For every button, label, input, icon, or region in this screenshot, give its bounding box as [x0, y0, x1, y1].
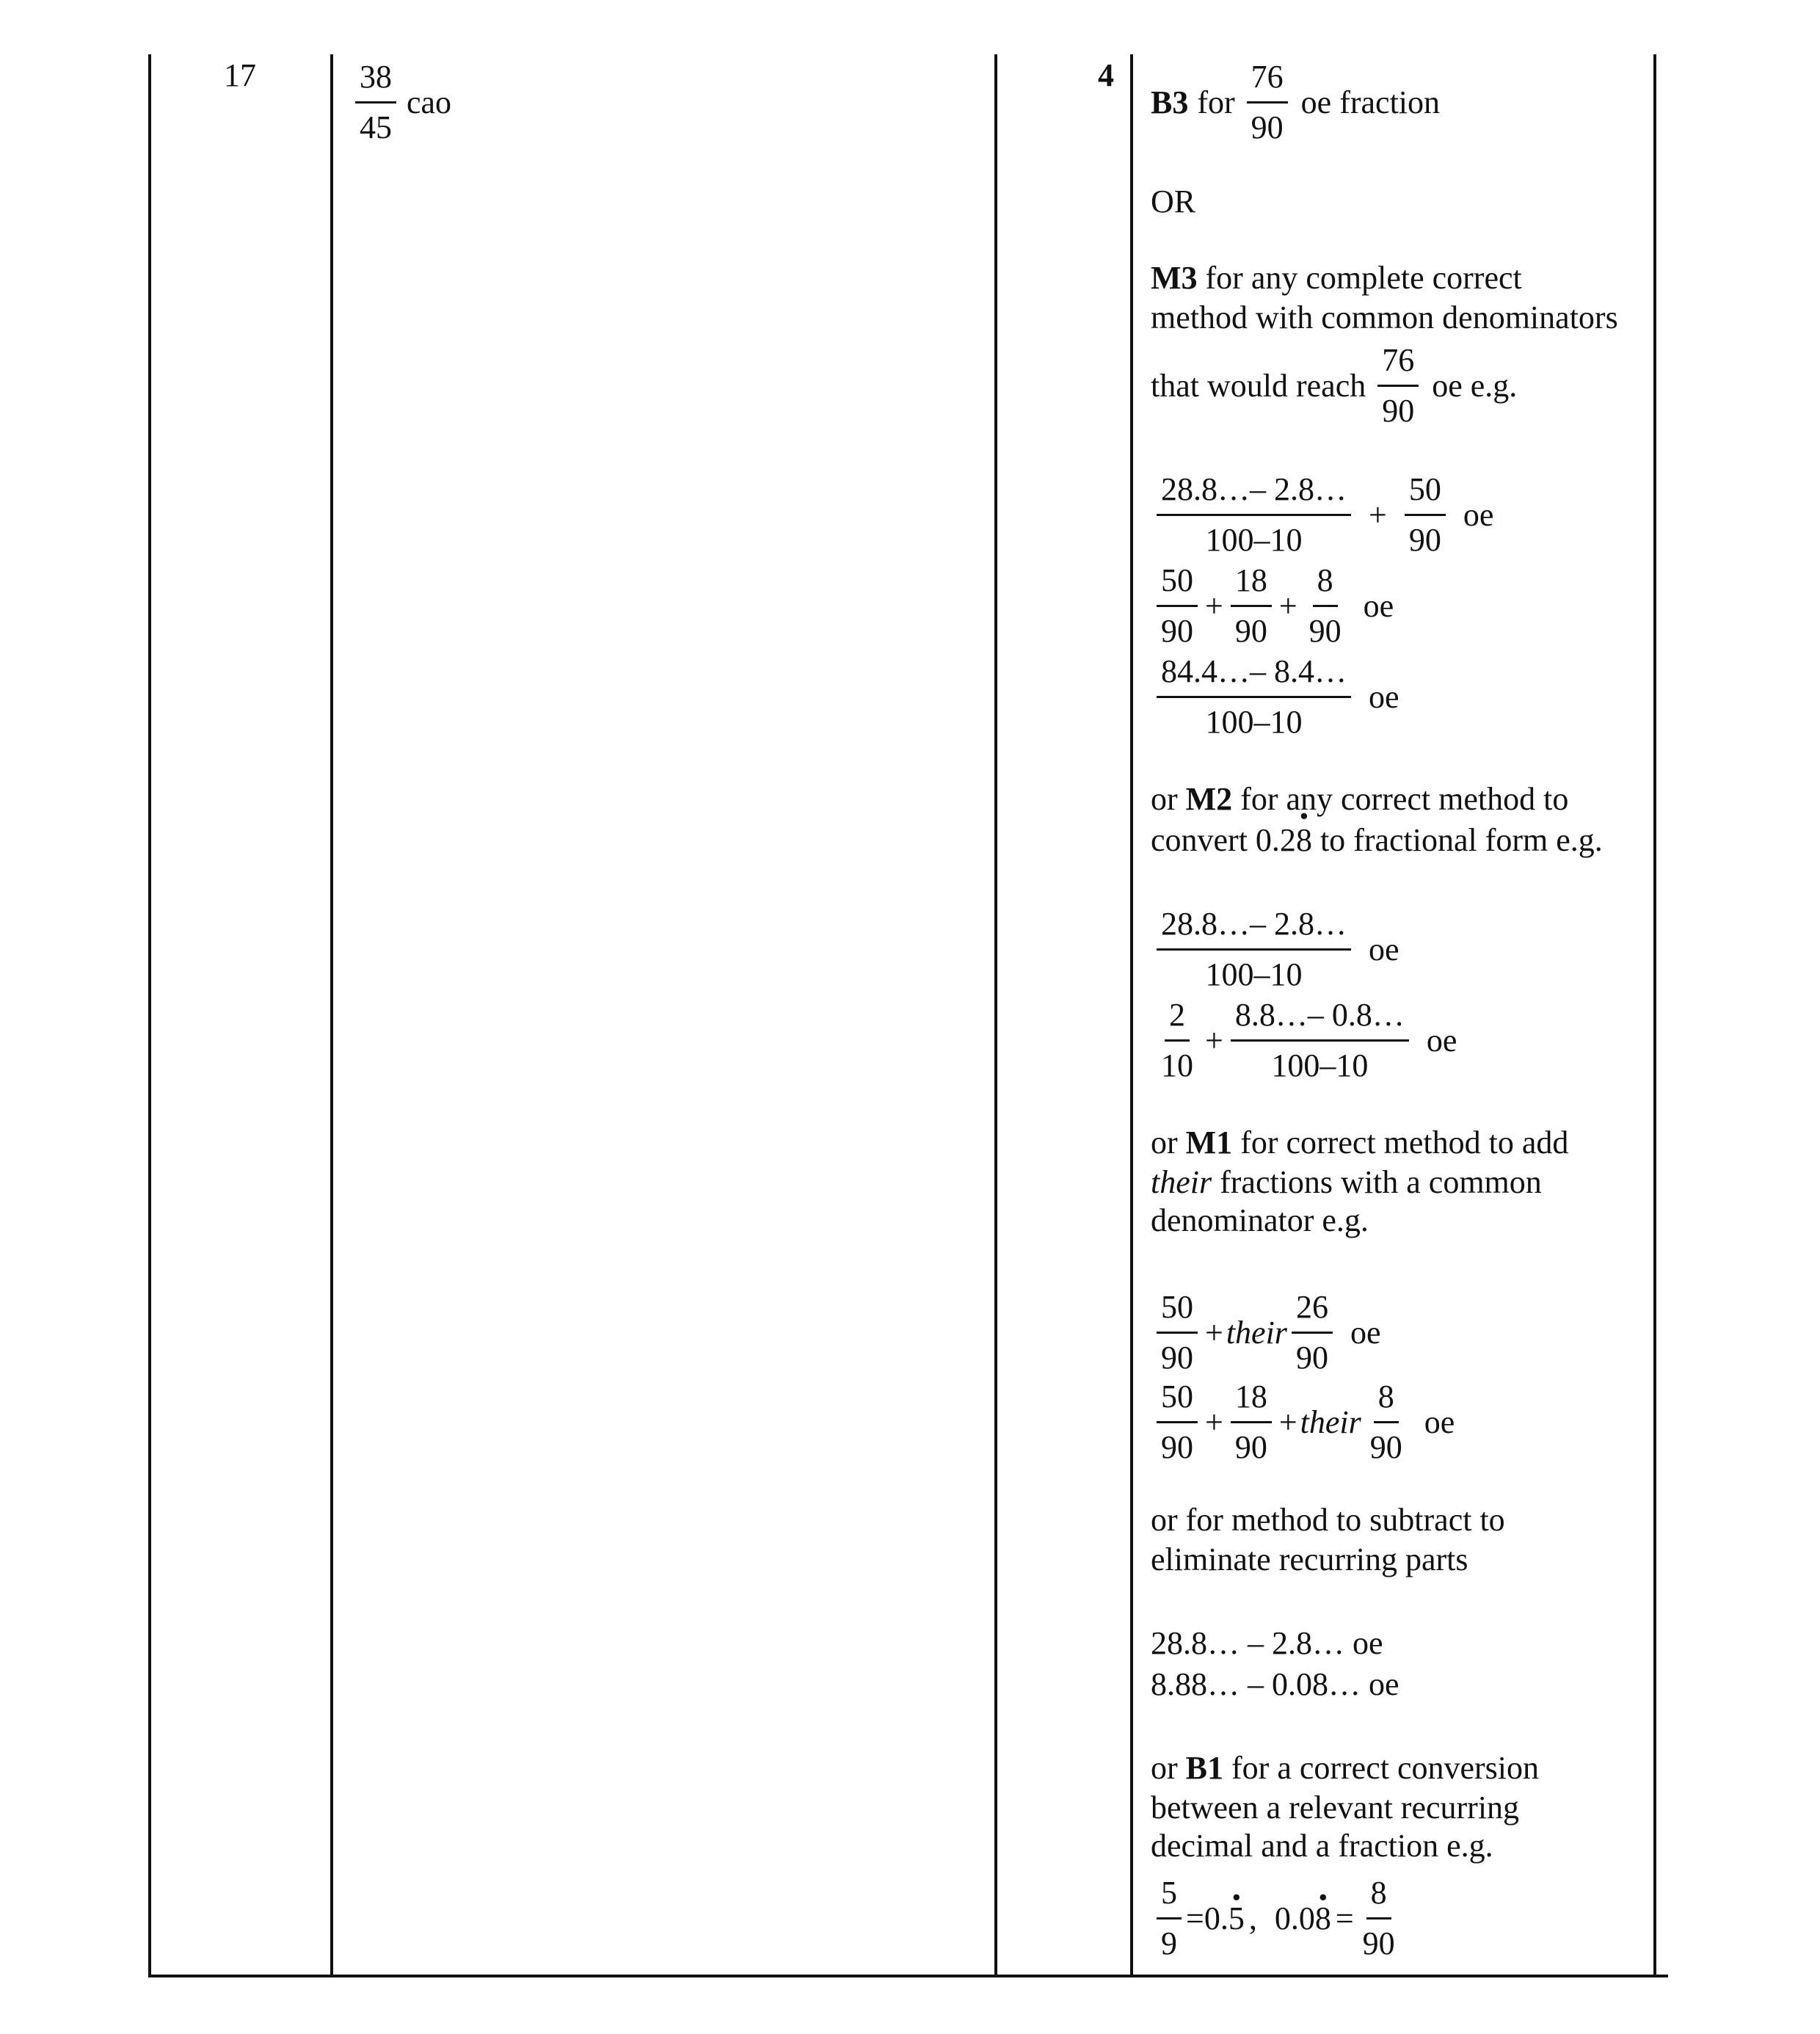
- answer-cell: [351, 56, 451, 149]
- table-border-bottom: [148, 1975, 1668, 1977]
- marks-value: 4: [1098, 57, 1114, 93]
- note-m3-line3: that would reach $\frac{76}{90}$ oe e.g.: [1151, 339, 1517, 432]
- subtract-example-1: 28.8… – 2.8… oe: [1151, 1625, 1383, 1661]
- note-m3-line2: method with common denominators: [1151, 299, 1618, 335]
- column-divider-answer: [330, 54, 333, 1977]
- answer-suffix: cao: [407, 84, 452, 120]
- note-m1-line2: their fractions with a common: [1151, 1164, 1542, 1200]
- note-subtract-line1: or for method to subtract to: [1151, 1502, 1505, 1538]
- recurring-dot-5: · 5: [1228, 1900, 1245, 1937]
- question-number: 17: [224, 57, 256, 93]
- m2-example-1: $\frac{28.8\dots- 2.8\dots}{100-10}$ oe: [1152, 903, 1399, 996]
- or-label: OR: [1151, 184, 1196, 219]
- note-b1-line3: decimal and a fraction e.g.: [1151, 1828, 1493, 1864]
- note-m2-line2: convert 0.2· 8 to fractional form e.g.: [1151, 821, 1603, 860]
- recurring-dot-8b: · 8: [1315, 1900, 1331, 1937]
- note-b1-line2: between a relevant recurring: [1151, 1790, 1520, 1826]
- note-m1-line3: denominator e.g.: [1151, 1202, 1369, 1238]
- table-border-left: [148, 54, 151, 1977]
- note-m1-line1: or M1 for correct method to add: [1151, 1125, 1569, 1161]
- m1-example-2: $\frac{50}{90}$ + $\frac{18}{90}$ + their $\frac{8}{90}$ oe: [1152, 1376, 1455, 1469]
- m2-example-2: $\frac{2}{10}$ + $\frac{8.8\dots- 0.8\dots}{100-10}$ oe: [1152, 994, 1457, 1087]
- note-m2-line1: or M2 for any correct method to: [1151, 781, 1569, 817]
- column-divider-marks: [994, 54, 997, 1977]
- note-b3: B3 for $\frac{76}{90}$ oe fraction: [1151, 56, 1440, 149]
- m1-example-1: $\frac{50}{90}$ + their $\frac{26}{90}$ oe: [1152, 1286, 1380, 1379]
- column-divider-notes: [1130, 54, 1133, 1977]
- answer-fraction: $\frac{38}{45}$: [355, 56, 396, 149]
- recurring-dot-8: · 8: [1296, 821, 1312, 860]
- b1-example: $\frac{5}{9}$ =0. · 5 , 0.0 · 8 = $\frac{8}{90}$: [1152, 1872, 1404, 1965]
- table-border-right: [1653, 54, 1656, 1977]
- m3-example-3: $\frac{84.4\dots- 8.4\dots}{100-10}$ oe: [1152, 650, 1399, 744]
- note-m3-line1: M3 for any complete correct: [1151, 260, 1522, 296]
- m3-example-1: $\frac{28.8\dots- 2.8\dots}{100-10}$ + $\frac{50}{90}$ oe: [1152, 468, 1493, 562]
- m3-example-2: $\frac{50}{90}$ + $\frac{18}{90}$ + $\frac{8}{90}$ oe: [1152, 559, 1394, 653]
- note-subtract-line2: eliminate recurring parts: [1151, 1541, 1468, 1577]
- subtract-example-2: 8.88… – 0.08… oe: [1151, 1666, 1399, 1702]
- note-b1-line1: or B1 for a correct conversion: [1151, 1750, 1540, 1786]
